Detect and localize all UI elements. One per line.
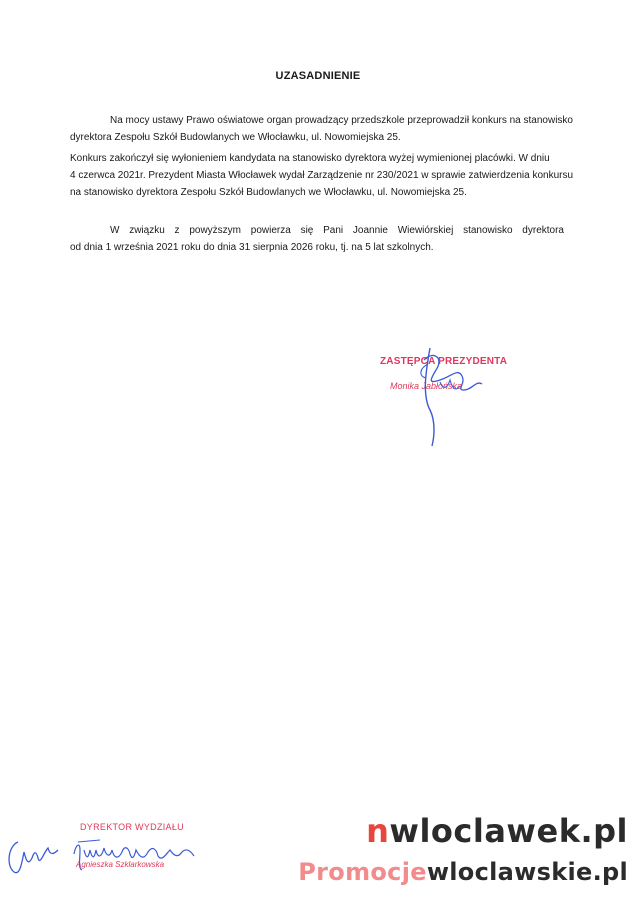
paragraph-appointment	[70, 222, 564, 256]
watermark-nwloclawek	[366, 812, 628, 850]
text-line: 4 czerwca 2021r. Prezydent Miasta Włocławek wydał Zarządzenie nr 230/2021 w sprawie zatwierdzenia konkursu	[70, 170, 574, 181]
paragraph-legal-basis	[70, 112, 573, 146]
department-director-signature	[70, 832, 210, 877]
document-title: UZASADNIENIE	[275, 70, 361, 82]
watermark-domain: wloclawskie.pl	[426, 858, 628, 886]
text-line: na stanowisko dyrektora Zespołu Szkół Budowlanych we Włocławku, ul. Nowomiejska 25.	[70, 187, 467, 198]
footer-stamp-name: Agnieszka Szklarkowska	[76, 860, 165, 869]
text-line: od dnia 1 września 2021 roku do dnia 31 sierpnia 2026 roku, tj. na 5 lat szkolnych.	[70, 242, 434, 253]
text-line: Konkurs zakończył się wyłonieniem kandydata na stanowisko dyrektora wyżej wymienionej placówki. W dniu	[70, 153, 550, 164]
stamp-title: ZASTĘPCA PREZYDENTA	[380, 356, 508, 367]
approval-signature	[4, 832, 64, 882]
stamp-name: Monika Jabłońska	[390, 381, 463, 391]
watermark-prefix: n	[366, 812, 390, 850]
vice-president-signature	[400, 340, 490, 450]
watermark-prefix: Promocje	[298, 858, 427, 886]
text-line: Na mocy ustawy Prawo oświatowe organ prowadzący przedszkole przeprowadził konkurs na stanowisko	[110, 115, 573, 126]
paragraph-competition	[70, 150, 574, 201]
text-line: dyrektora Zespołu Szkół Budowlanych we Włocławku, ul. Nowomiejska 25.	[70, 132, 401, 143]
footer-stamp-title: DYREKTOR WYDZIAŁU	[80, 822, 184, 832]
watermark-promocje	[298, 858, 628, 886]
watermark-domain: wloclawek.pl	[389, 812, 628, 850]
text-line: W związku z powyższym powierza się Pani Joannie Wiewiórskiej stanowisko dyrektora	[110, 225, 564, 236]
